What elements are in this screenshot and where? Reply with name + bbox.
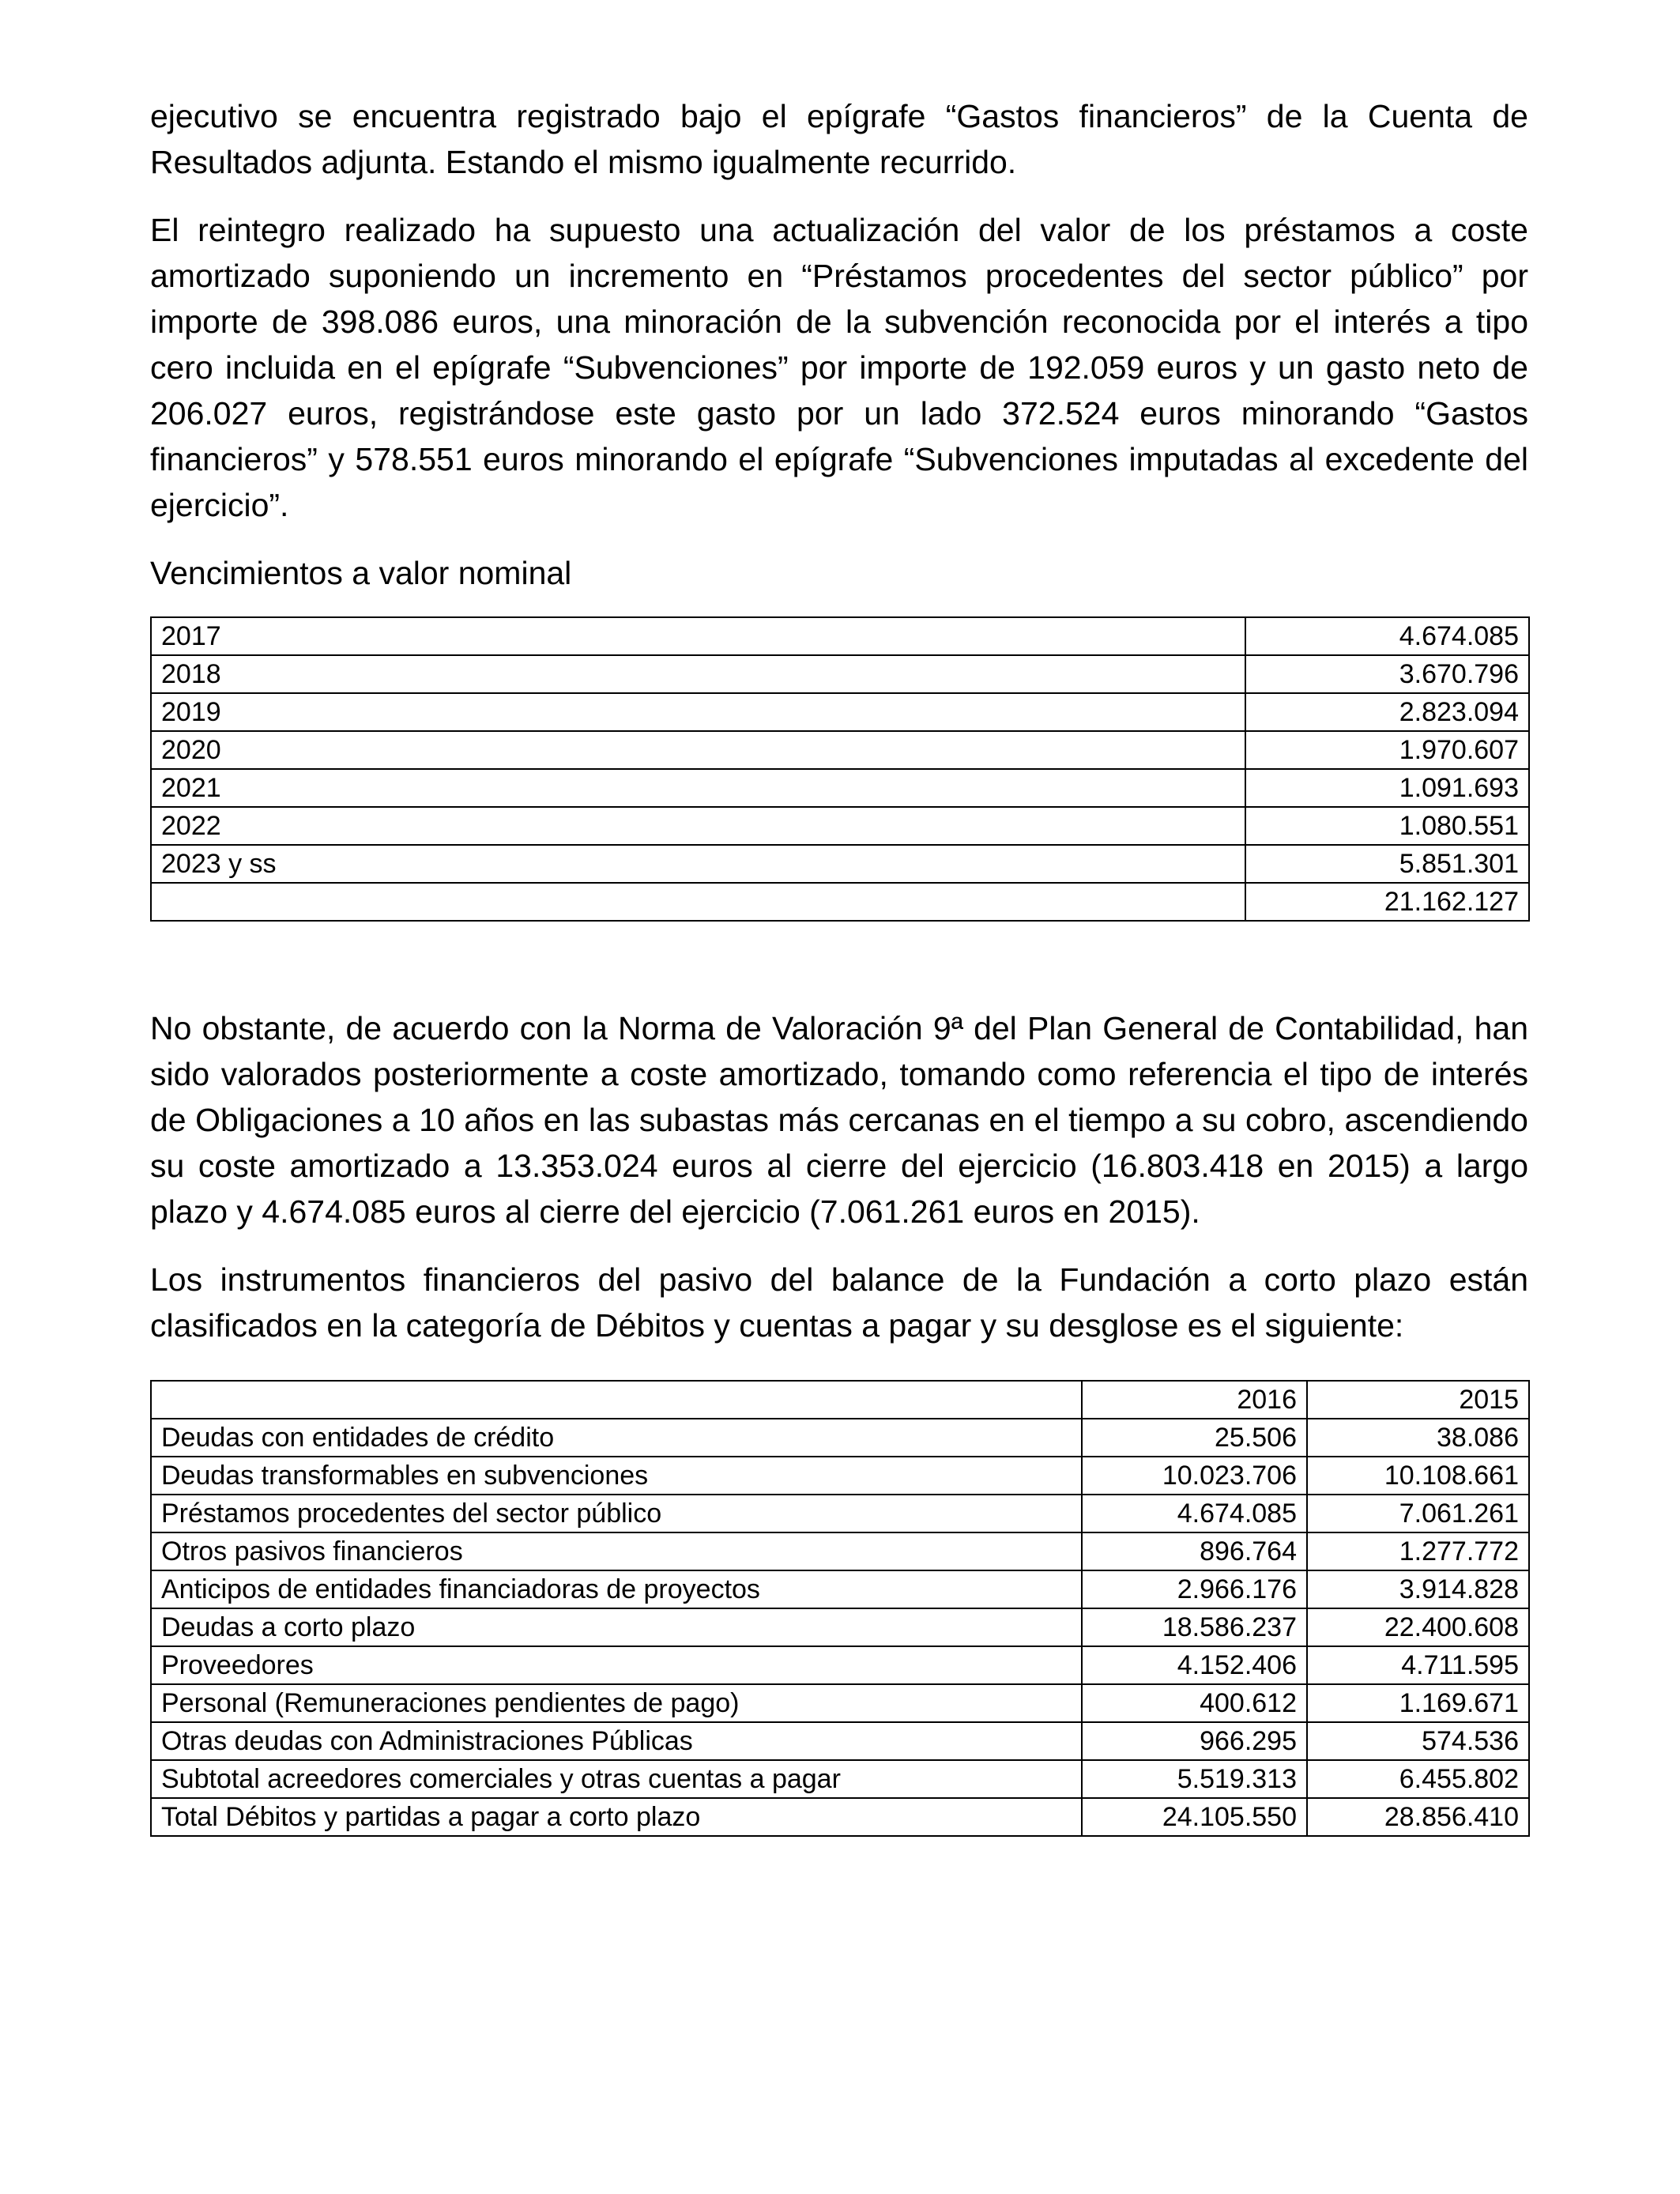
year-cell: 2017 [151, 617, 1245, 655]
header-row [151, 1381, 1529, 1419]
table-row [151, 731, 1529, 769]
table-row [151, 1457, 1529, 1495]
year-cell: 2019 [151, 693, 1245, 731]
table-row [151, 693, 1529, 731]
paragraph-reintegro: El reintegro realizado ha supuesto una actualización del valor de los préstamos a coste amortizado suponiendo un incremento en “Préstamos procedentes del sector público” por importe de 398.086 euros, una minoración de la subvención reconocida por el interés a tipo cero incluida en el epígrafe “Subvenciones” por importe de 192.059 euros y un gasto neto de 206.027 euros, registrándose este gasto por un lado 372.524 euros minorando “Gastos financieros” y 578.551 euros minorando el epígrafe “Subvenciones imputadas al excedente del ejercicio”. [150, 212, 1528, 523]
header-year-2016: 2016 [1082, 1381, 1307, 1419]
year-cell: 2020 [151, 731, 1245, 769]
table-row [151, 1646, 1529, 1684]
table-row [151, 1760, 1529, 1798]
header-label-cell [151, 1381, 1082, 1419]
concept-cell: Personal (Remuneraciones pendientes de pago) [151, 1684, 1082, 1722]
table-row [151, 1495, 1529, 1532]
amount-2016-cell: 18.586.237 [1082, 1608, 1307, 1646]
debitos-table [150, 1380, 1530, 1837]
table-row [151, 655, 1529, 693]
table-row [151, 1570, 1529, 1608]
amount-2015-cell: 7.061.261 [1307, 1495, 1529, 1532]
concept-cell: Anticipos de entidades financiadoras de proyectos [151, 1570, 1082, 1608]
concept-cell: Deudas transformables en subvenciones [151, 1457, 1082, 1495]
amount-2015-cell: 3.914.828 [1307, 1570, 1529, 1608]
table-row [151, 1419, 1529, 1457]
concept-cell: Deudas a corto plazo [151, 1608, 1082, 1646]
table-row [151, 617, 1529, 655]
paragraph-gastos-financieros: ejecutivo se encuentra registrado bajo el epígrafe “Gastos financieros” de la Cuenta de Resultados adjunta. Estando el mismo igualmente recurrido. [150, 98, 1528, 180]
amount-2016-cell: 25.506 [1082, 1419, 1307, 1457]
year-cell: 2018 [151, 655, 1245, 693]
amount-2015-cell: 1.277.772 [1307, 1532, 1529, 1570]
amount-2015-cell: 574.536 [1307, 1722, 1529, 1760]
total-row [151, 883, 1529, 921]
amount-2015-cell: 10.108.661 [1307, 1457, 1529, 1495]
table-row [151, 1532, 1529, 1570]
concept-cell: Proveedores [151, 1646, 1082, 1684]
total-label-cell [151, 883, 1245, 921]
amount-2016-cell: 400.612 [1082, 1684, 1307, 1722]
amount-cell: 4.674.085 [1245, 617, 1529, 655]
amount-2016-cell: 2.966.176 [1082, 1570, 1307, 1608]
amount-2016-cell: 10.023.706 [1082, 1457, 1307, 1495]
concept-cell: Total Débitos y partidas a pagar a corto plazo [151, 1798, 1082, 1836]
amount-2016-cell: 966.295 [1082, 1722, 1307, 1760]
table-row [151, 845, 1529, 883]
amount-2015-cell: 22.400.608 [1307, 1608, 1529, 1646]
document-page [150, 93, 1528, 1837]
amount-cell: 1.080.551 [1245, 807, 1529, 845]
table-row [151, 1722, 1529, 1760]
year-cell: 2023 y ss [151, 845, 1245, 883]
table-row [151, 807, 1529, 845]
amount-cell: 5.851.301 [1245, 845, 1529, 883]
table-row [151, 1798, 1529, 1836]
paragraph-norma-valoracion: No obstante, de acuerdo con la Norma de Valoración 9ª del Plan General de Contabilidad, han sido valorados posteriormente a coste amortizado, tomando como referencia el tipo de interés de Obligaciones a 10 años en las subastas más cercanas en el tiempo a su cobro, ascendiendo su coste amortizado a 13.353.024 euros al cierre del ejercicio (16.803.418 en 2015) a largo plazo y 4.674.085 euros al cierre del ejercicio (7.061.261 euros en 2015). [150, 1010, 1528, 1230]
year-cell: 2022 [151, 807, 1245, 845]
amount-2015-cell: 4.711.595 [1307, 1646, 1529, 1684]
table-row [151, 1684, 1529, 1722]
amount-2015-cell: 38.086 [1307, 1419, 1529, 1457]
amount-cell: 3.670.796 [1245, 655, 1529, 693]
concept-cell: Deudas con entidades de crédito [151, 1419, 1082, 1457]
heading-vencimientos: Vencimientos a valor nominal [150, 555, 572, 591]
amount-2016-cell: 24.105.550 [1082, 1798, 1307, 1836]
concept-cell: Subtotal acreedores comerciales y otras cuentas a pagar [151, 1760, 1082, 1798]
amount-2016-cell: 896.764 [1082, 1532, 1307, 1570]
amount-2015-cell: 6.455.802 [1307, 1760, 1529, 1798]
amount-cell: 1.970.607 [1245, 731, 1529, 769]
year-cell: 2021 [151, 769, 1245, 807]
concept-cell: Otras deudas con Administraciones Públicas [151, 1722, 1082, 1760]
concept-cell: Préstamos procedentes del sector público [151, 1495, 1082, 1532]
header-year-2015: 2015 [1307, 1381, 1529, 1419]
amount-cell: 1.091.693 [1245, 769, 1529, 807]
amount-2016-cell: 4.152.406 [1082, 1646, 1307, 1684]
total-amount-cell: 21.162.127 [1245, 883, 1529, 921]
amount-2016-cell: 5.519.313 [1082, 1760, 1307, 1798]
table-row [151, 769, 1529, 807]
amount-2015-cell: 28.856.410 [1307, 1798, 1529, 1836]
concept-cell: Otros pasivos financieros [151, 1532, 1082, 1570]
paragraph-instrumentos-financieros: Los instrumentos financieros del pasivo del balance de la Fundación a corto plazo están clasificados en la categoría de Débitos y cuentas a pagar y su desglose es el siguiente: [150, 1261, 1528, 1344]
vencimientos-table [150, 616, 1530, 922]
amount-2015-cell: 1.169.671 [1307, 1684, 1529, 1722]
amount-cell: 2.823.094 [1245, 693, 1529, 731]
amount-2016-cell: 4.674.085 [1082, 1495, 1307, 1532]
table-row [151, 1608, 1529, 1646]
